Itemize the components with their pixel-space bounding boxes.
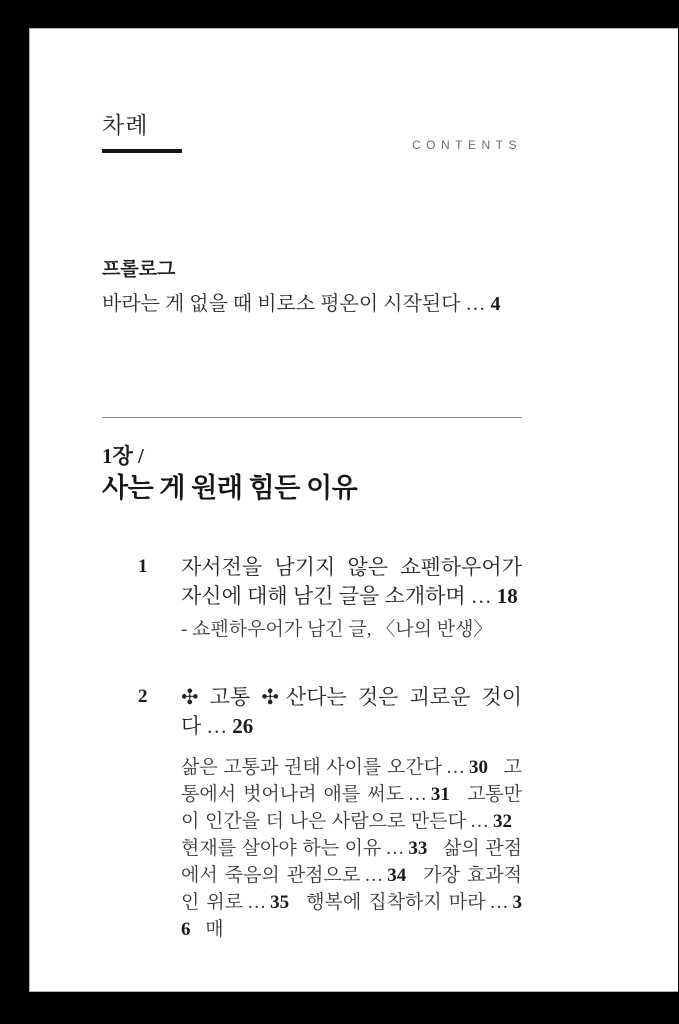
prologue-label: 프롤로그 [102, 259, 176, 280]
item-2-marker: ✣ 고통 ✣ [181, 685, 279, 709]
subentry-text: 삶은 고통과 권태 사이를 오간다 [181, 757, 443, 778]
page-title: 차례 [102, 113, 149, 138]
ellipsis: … [470, 584, 492, 608]
item-2-subentries [181, 754, 522, 943]
subentry-page-number: 33 [408, 838, 428, 859]
chapter-title: 사는 게 원래 힘든 이유 [102, 473, 358, 503]
item-1-title [181, 553, 522, 611]
subentry-text: 행복에 집착하지 마라 [306, 892, 486, 913]
subentry-text: 현재를 살아야 하는 이유 [181, 838, 382, 859]
prologue-entry-text: 바라는 게 없을 때 비로소 평온이 시작된다 [102, 293, 461, 315]
subentry-text: 삶의 관점에서 죽음의 관점으로 [181, 838, 522, 886]
ellipsis: … [385, 838, 405, 859]
ellipsis: … [407, 784, 427, 805]
item-2-title [181, 683, 522, 741]
item-1-number: 1 [138, 556, 148, 577]
item-2-body [181, 683, 522, 943]
subentry-page-number: 32 [493, 811, 512, 832]
book-page [29, 28, 678, 992]
item-1-page-number: 18 [496, 584, 518, 608]
chapter-heading [102, 444, 522, 504]
item-2-title-text: 산다는 것은 괴로운 것이다 [181, 685, 523, 738]
subentry-text: 고통만이 인간을 더 나은 사람으로 만든다 [181, 784, 522, 832]
subentry-text: 고통에서 벗어나려 애를 써도 [181, 757, 522, 805]
item-1-title-text: 자서전을 남기지 않은 쇼펜하우어가 자신에 대해 남긴 글을 소개하며 [181, 555, 522, 608]
prologue-page-number: 4 [490, 293, 501, 315]
contents-label: CONTENTS [412, 138, 522, 152]
ellipsis: … [364, 865, 384, 886]
item-1-subtitle: - 쇼펜하우어가 남긴 글, 〈나의 반생〉 [181, 619, 493, 640]
prologue-section [102, 259, 522, 317]
section-divider [102, 417, 522, 418]
subentry-text: 매 [205, 919, 224, 940]
toc-item-2 [138, 683, 522, 943]
ellipsis: … [470, 811, 489, 832]
subentry-page-number: 30 [469, 757, 489, 778]
item-2-number: 2 [138, 686, 148, 707]
subentry-page-number: 35 [270, 892, 290, 913]
prologue-entry [102, 291, 522, 317]
subentry-page-number: 31 [430, 784, 450, 805]
chapter-number-label: 1장 / [102, 444, 144, 468]
subentry-page-number: 36 [181, 892, 522, 940]
item-1-body [181, 553, 522, 643]
subentry-page-number: 34 [387, 865, 407, 886]
toc-header [102, 107, 522, 153]
ellipsis: … [247, 892, 267, 913]
subentry-text: 가장 효과적인 위로 [181, 865, 522, 913]
title-underline [102, 149, 182, 153]
ellipsis: … [446, 757, 466, 778]
toc-item-1 [138, 553, 522, 643]
item-2-page-number: 26 [232, 714, 254, 738]
ellipsis: … [206, 714, 228, 738]
ellipsis: … [489, 892, 509, 913]
ellipsis: … [465, 293, 486, 315]
